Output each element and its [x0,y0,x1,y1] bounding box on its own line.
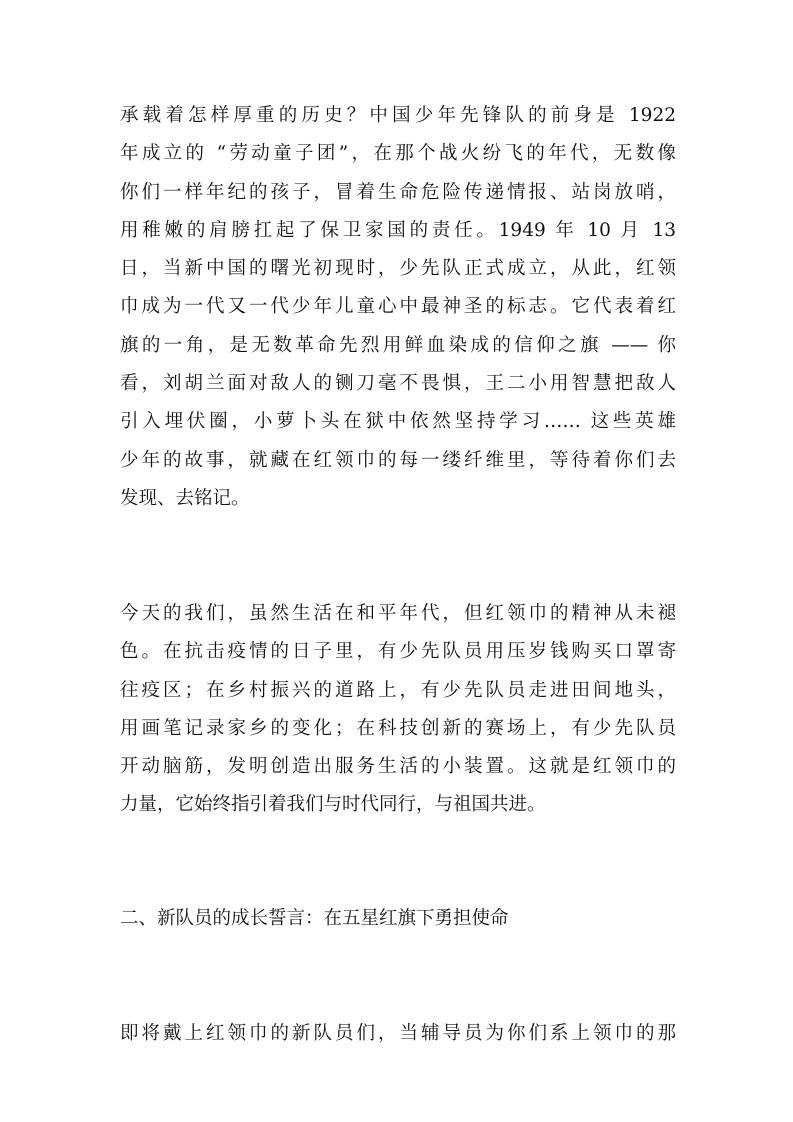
text-line: 用画笔记录家乡的变化；在科技创新的赛场上，有少先队员 [120,717,676,739]
text-line: 即将戴上红领巾的新队员们，当辅导员为你们系上领巾的那 [120,1023,676,1044]
text-line: 发现、去铭记。 [120,487,250,509]
text-line: 承载着怎样厚重的历史？中国少年先锋队的前身是 1922 [120,105,676,126]
text-line: 开动脑筋，发明创造出服务生活的小装置。这就是红领巾的 [120,756,676,778]
text-line: 力量，它始终指引着我们与时代同行，与祖国共进。 [120,794,546,816]
heading-line: 二、新队员的成长誓言：在五星红旗下勇担使命 [120,908,509,929]
text-line: 往疫区；在乡村振兴的道路上，有少先队员走进田间地头， [120,679,676,701]
paragraph-new-members [120,1015,676,1053]
paragraph-today [120,595,676,825]
text-line: 看，刘胡兰面对敌人的铡刀毫不畏惧，王二小用智慧把敌人 [120,373,676,395]
section-heading [120,900,676,938]
text-line: 少年的故事，就藏在红领巾的每一缕纤维里，等待着你们去 [120,449,676,471]
paragraph-history [120,97,676,518]
text-line: 今天的我们，虽然生活在和平年代，但红领巾的精神从未褪 [120,603,676,624]
text-line: 色。在抗击疫情的日子里，有少先队员用压岁钱购买口罩寄 [120,641,676,663]
text-line: 引入埋伏圈，小萝卜头在狱中依然坚持学习…… 这些英雄 [120,411,676,433]
text-line: 巾成为一代又一代少年儿童心中最神圣的标志。它代表着红 [120,296,676,318]
text-line: 你们一样年纪的孩子，冒着生命危险传递情报、站岗放哨， [120,181,676,203]
text-line: 年成立的 “劳动童子团”，在那个战火纷飞的年代，无数像 [120,143,676,165]
text-line: 旗的一角，是无数革命先烈用鲜血染成的信仰之旗 —— 你 [120,334,676,356]
text-line: 用稚嫩的肩膀扛起了保卫家国的责任。1949 年 10 月 13 [120,219,676,241]
text-line: 日，当新中国的曙光初现时，少先队正式成立，从此，红领 [120,258,676,280]
